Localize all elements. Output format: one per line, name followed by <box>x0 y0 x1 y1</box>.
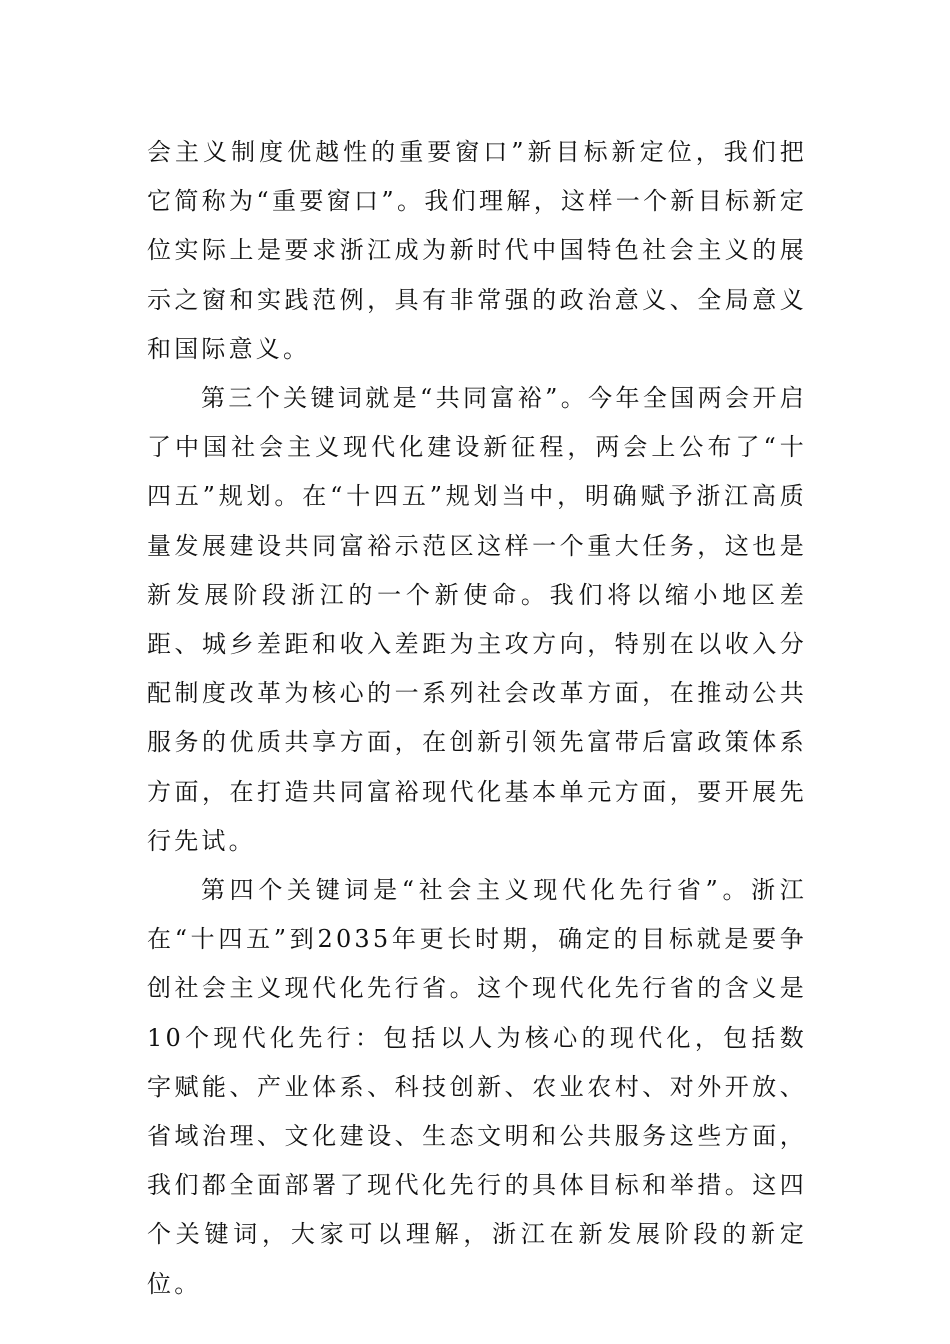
paragraph-continuation: 会主义制度优越性的重要窗口”新目标新定位，我们把它简称为“重要窗口”。我们理解，这样一个新目标新定位实际上是要求浙江成为新时代中国特色社会主义的展示之窗和实践范例，具有非常强的政治意义、全局意义和国际意义。 <box>147 138 807 363</box>
document-body <box>147 128 807 1309</box>
paragraph-common-prosperity: 第三个关键词就是“共同富裕”。今年全国两会开启了中国社会主义现代化建设新征程，两会上公布了“十四五”规划。在“十四五”规划当中，明确赋予浙江高质量发展建设共同富裕示范区这样一个重大任务，这也是新发展阶段浙江的一个新使命。我们将以缩小地区差距、城乡差距和收入差距为主攻方向，特别在以收入分配制度改革为核心的一系列社会改革方面，在推动公共服务的优质共享方面，在创新引领先富带后富政策体系方面，在打造共同富裕现代化基本单元方面，要开展先行先试。 <box>147 384 807 855</box>
paragraph-modernization-pioneer: 第四个关键词是“社会主义现代化先行省”。浙江在“十四五”到2035年更长时期，确定的目标就是要争创社会主义现代化先行省。这个现代化先行省的含义是10个现代化先行：包括以人为核心的现代化，包括数字赋能、产业体系、科技创新、农业农村、对外开放、省域治理、文化建设、生态文明和公共服务这些方面，我们都全面部署了现代化先行的具体目标和举措。这四个关键词，大家可以理解，浙江在新发展阶段的新定位。 <box>147 876 807 1298</box>
